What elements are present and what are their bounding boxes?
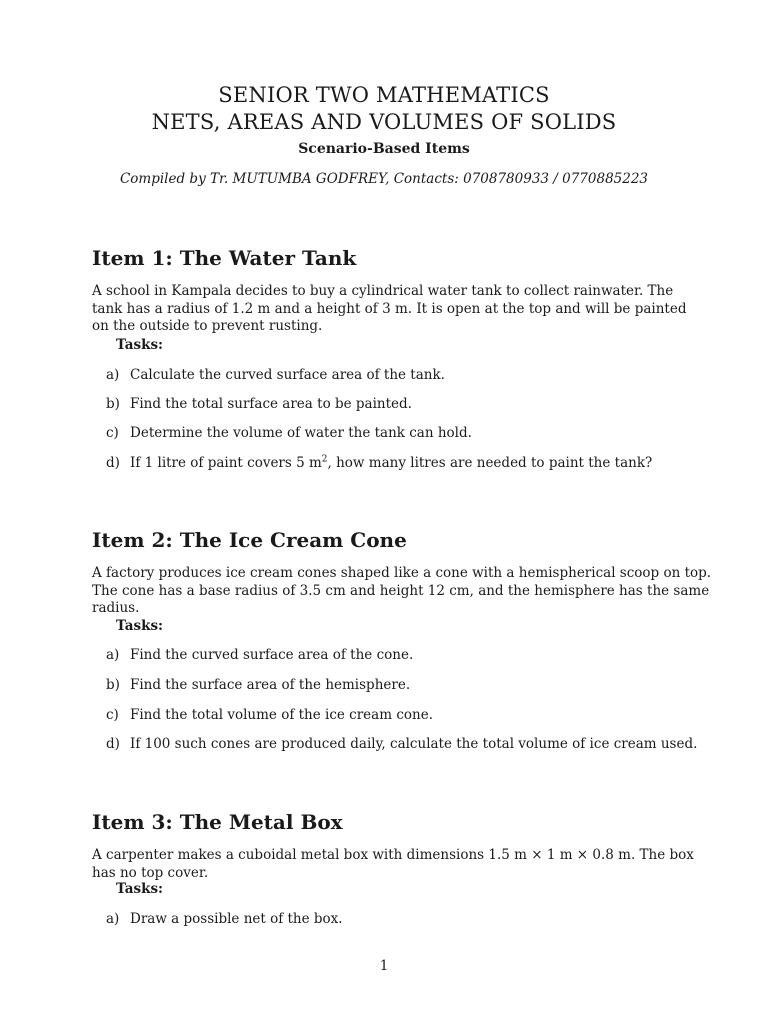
superscript-two: 2 <box>321 454 328 465</box>
task-marker: b) <box>106 396 120 412</box>
task-marker: b) <box>106 677 120 693</box>
task-marker: c) <box>106 707 119 723</box>
item-1-task-b <box>106 396 412 413</box>
item-2-task-c <box>106 707 433 724</box>
item-1-task-d <box>106 455 652 472</box>
paragraph-line: A factory produces ice cream cones shaped like a cone with a hemispherical scoop on top. <box>92 565 712 581</box>
task-marker: d) <box>106 736 120 752</box>
compiled-by: Compiled by Tr. MUTUMBA GODFREY, Contacts: 0708780933 / 0770885223 <box>119 171 649 187</box>
task-marker: d) <box>106 455 120 471</box>
task-text: Calculate the curved surface area of the tank. <box>130 367 445 383</box>
item-2-task-d <box>106 736 697 753</box>
subtitle: Scenario-Based Items <box>298 141 470 157</box>
task-text: Find the surface area of the hemisphere. <box>130 677 411 693</box>
item-3-paragraph <box>92 847 694 882</box>
item-1-paragraph <box>92 283 687 336</box>
task-marker: c) <box>106 425 119 441</box>
task-text: Find the total volume of the ice cream cone. <box>130 707 433 723</box>
task-text: , how many litres are needed to paint the tank? <box>327 455 653 471</box>
item-3-heading: Item 3: The Metal Box <box>92 810 343 834</box>
paragraph-line: The cone has a base radius of 3.5 cm and height 12 cm, and the hemisphere has the same <box>92 582 710 599</box>
title-line-1: SENIOR TWO MATHEMATICS <box>218 83 550 107</box>
paragraph-line: radius. <box>92 600 140 616</box>
title-line-2: NETS, AREAS AND VOLUMES OF SOLIDS <box>151 110 617 134</box>
item-2-paragraph <box>92 565 712 618</box>
item-1-heading: Item 1: The Water Tank <box>92 246 357 270</box>
paragraph-line: on the outside to prevent rusting. <box>92 318 323 334</box>
task-marker: a) <box>106 647 120 663</box>
task-text: If 100 such cones are produced daily, calculate the total volume of ice cream used. <box>130 736 698 752</box>
paragraph-line: A school in Kampala decides to buy a cylindrical water tank to collect rainwater. The <box>92 283 674 299</box>
paragraph-line: A carpenter makes a cuboidal metal box with dimensions 1.5 m × 1 m × 0.8 m. The box <box>92 847 694 863</box>
task-text: Draw a possible net of the box. <box>130 911 343 927</box>
item-3-tasks-label: Tasks: <box>116 881 164 897</box>
task-text: Find the curved surface area of the cone. <box>130 647 414 663</box>
task-text: Find the total surface area to be painted. <box>130 396 412 412</box>
paragraph-line: tank has a radius of 1.2 m and a height of 3 m. It is open at the top and will be painted <box>92 300 687 317</box>
task-marker: a) <box>106 367 120 383</box>
task-text: Determine the volume of water the tank can hold. <box>130 425 472 441</box>
item-1-task-c <box>106 425 472 442</box>
item-1-task-a <box>106 367 445 384</box>
item-1-tasks-label: Tasks: <box>116 337 164 353</box>
item-3-task-a <box>106 911 343 928</box>
task-marker: a) <box>106 911 120 927</box>
page-number: 1 <box>379 958 389 974</box>
paragraph-line: has no top cover. <box>92 864 209 881</box>
task-text: If 1 litre of paint covers 5 m <box>130 455 322 471</box>
item-2-heading: Item 2: The Ice Cream Cone <box>92 528 407 552</box>
document-header <box>0 82 768 136</box>
item-2-tasks-label: Tasks: <box>116 618 164 634</box>
item-2-task-a <box>106 647 413 664</box>
item-2-task-b <box>106 677 410 694</box>
